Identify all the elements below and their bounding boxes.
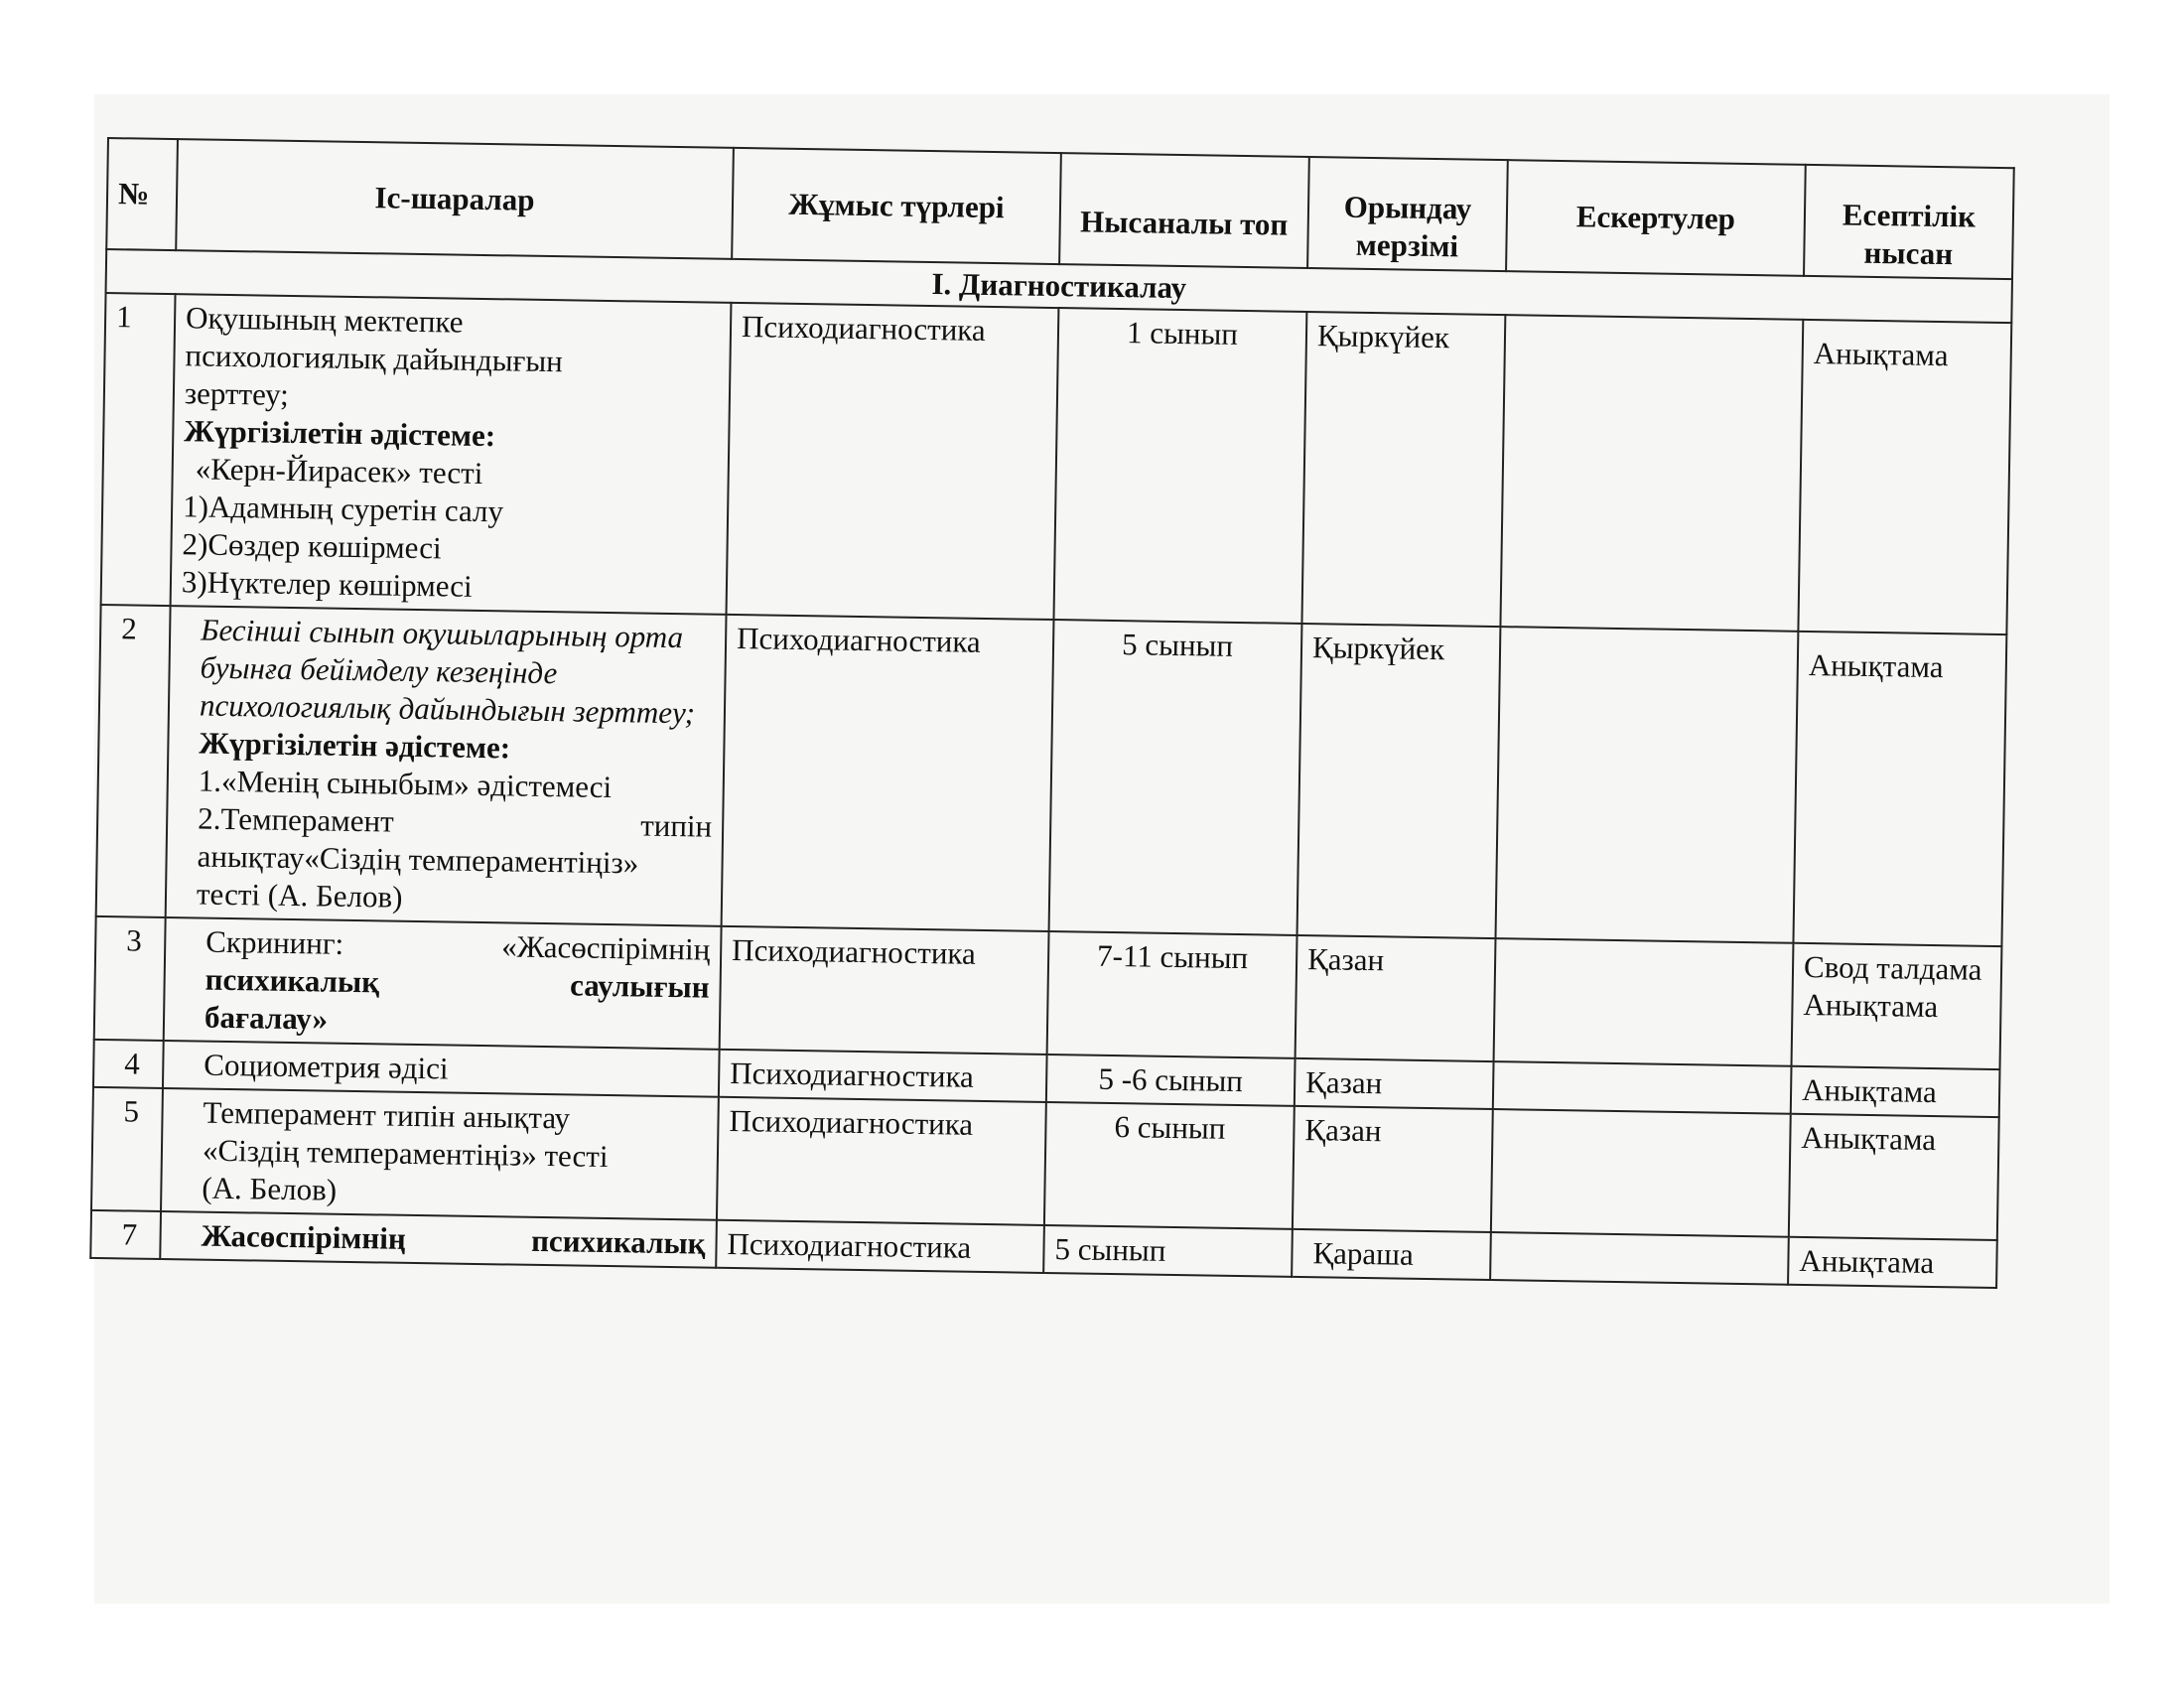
activity-cell xyxy=(164,917,722,1050)
table-row xyxy=(101,293,2012,634)
report-form-cell: Анықтама xyxy=(1788,1237,1997,1288)
activity-line: 2.Темперамент типін xyxy=(197,800,713,844)
notes-cell xyxy=(1495,627,1798,943)
activity-cell: Социометрия әдісі xyxy=(163,1041,720,1097)
row-number: 3 xyxy=(94,916,166,1041)
target-group-cell: 7-11 сынып xyxy=(1047,931,1297,1058)
work-type-cell: Психодиагностика xyxy=(716,1220,1044,1273)
target-group-cell: 1 сынып xyxy=(1053,308,1306,624)
header-report-form: Есептілік нысан xyxy=(1804,165,2014,279)
report-line: Свод талдама xyxy=(1803,948,1982,987)
work-type-cell: Психодиагностика xyxy=(719,1050,1047,1102)
deadline-cell: Қыркүйек xyxy=(1301,312,1505,627)
deadline-cell: Қазан xyxy=(1295,1058,1494,1109)
document-page xyxy=(89,137,2013,1289)
header-work-types: Жұмыс түрлері xyxy=(732,148,1061,264)
activity-line: «Керн-Йирасек» тесті xyxy=(195,451,483,491)
work-type-cell: Психодиагностика xyxy=(717,1097,1046,1225)
row-number: 2 xyxy=(96,605,171,917)
row-number: 4 xyxy=(93,1040,164,1088)
section-title: І. Диагностикалау xyxy=(106,249,2012,323)
activity-line: бағалау» xyxy=(204,999,329,1037)
activity-cell xyxy=(171,294,732,615)
header-no: № xyxy=(106,138,178,250)
report-line: Анықтама xyxy=(1803,986,1939,1025)
deadline-cell: Қазан xyxy=(1296,935,1496,1061)
activity-cell xyxy=(161,1088,719,1220)
header-activities: Іс-шаралар xyxy=(176,139,734,259)
notes-cell xyxy=(1494,938,1794,1066)
report-form-cell: Анықтама xyxy=(1798,320,2011,634)
activity-line: анықтау«Сіздің темпераментіңіз» xyxy=(197,838,639,881)
activity-text: Скрининг: «Жасөспірімнің xyxy=(205,923,711,967)
deadline-cell: Қыркүйек xyxy=(1297,624,1501,938)
report-form-cell xyxy=(1792,943,2002,1069)
activity-line: Темперамент типін анықтау xyxy=(203,1094,571,1136)
activity-cell xyxy=(166,606,727,926)
activity-line: 2)Сөздер көшірмесі xyxy=(182,526,442,566)
header-deadline: Орындау мерзімі xyxy=(1307,157,1508,271)
target-group-cell: 5 -6 сынып xyxy=(1046,1055,1296,1106)
activity-line: Оқушының мектепке xyxy=(185,300,464,340)
method-label: Жүргізілетін әдістеме: xyxy=(199,725,511,766)
target-group-cell: 5 сынып xyxy=(1043,1225,1293,1277)
report-form-cell: Анықтама xyxy=(1793,632,2006,946)
notes-cell xyxy=(1500,315,1803,632)
activity-cell: Жасөспірімнің психикалық xyxy=(160,1211,717,1268)
report-form-cell: Анықтама xyxy=(1791,1066,2000,1117)
work-type-cell: Психодиагностика xyxy=(727,303,1059,620)
activity-line: (А. Белов) xyxy=(202,1170,338,1207)
notes-cell xyxy=(1490,1232,1789,1285)
target-group-cell: 6 сынып xyxy=(1044,1102,1295,1229)
activity-line: «Сіздің темпераментіңіз» тесті xyxy=(202,1132,609,1175)
row-number: 5 xyxy=(91,1087,163,1211)
row-number: 1 xyxy=(101,293,176,606)
work-type-cell: Психодиагностика xyxy=(720,926,1049,1055)
table-row xyxy=(96,605,2007,946)
activity-plan-table xyxy=(89,137,2015,1289)
method-label: Жүргізілетін әдістеме: xyxy=(184,413,496,454)
activity-line: 1.«Менің сыныбым» әдістемесі xyxy=(198,763,613,805)
notes-cell xyxy=(1491,1109,1791,1237)
activity-line: Бесінші сынып оқушыларының орта буынға бейімделу кезеңінде психологиялық дайындығын зерттеу; xyxy=(199,612,696,731)
notes-cell xyxy=(1493,1061,1792,1114)
activity-line: тесті (А. Белов) xyxy=(196,876,403,914)
target-group-cell: 5 сынып xyxy=(1049,620,1302,935)
activity-line: психологиялық дайындығын xyxy=(185,338,564,379)
activity-line: 3)Нүктелер көшірмесі xyxy=(181,564,473,604)
row-number: 7 xyxy=(90,1210,161,1259)
header-target-group: Нысаналы топ xyxy=(1059,153,1309,268)
work-type-cell: Психодиагностика xyxy=(722,615,1054,931)
report-form-cell: Анықтама xyxy=(1789,1114,1999,1240)
deadline-cell: Қазан xyxy=(1293,1106,1493,1232)
activity-line: зерттеу; xyxy=(184,375,290,412)
activity-line: 1)Адамның суретін салу xyxy=(182,489,504,529)
activity-line: психикалық саулығын xyxy=(205,961,710,1005)
header-notes: Ескертулер xyxy=(1506,160,1806,276)
deadline-cell: Қараша xyxy=(1292,1229,1491,1280)
